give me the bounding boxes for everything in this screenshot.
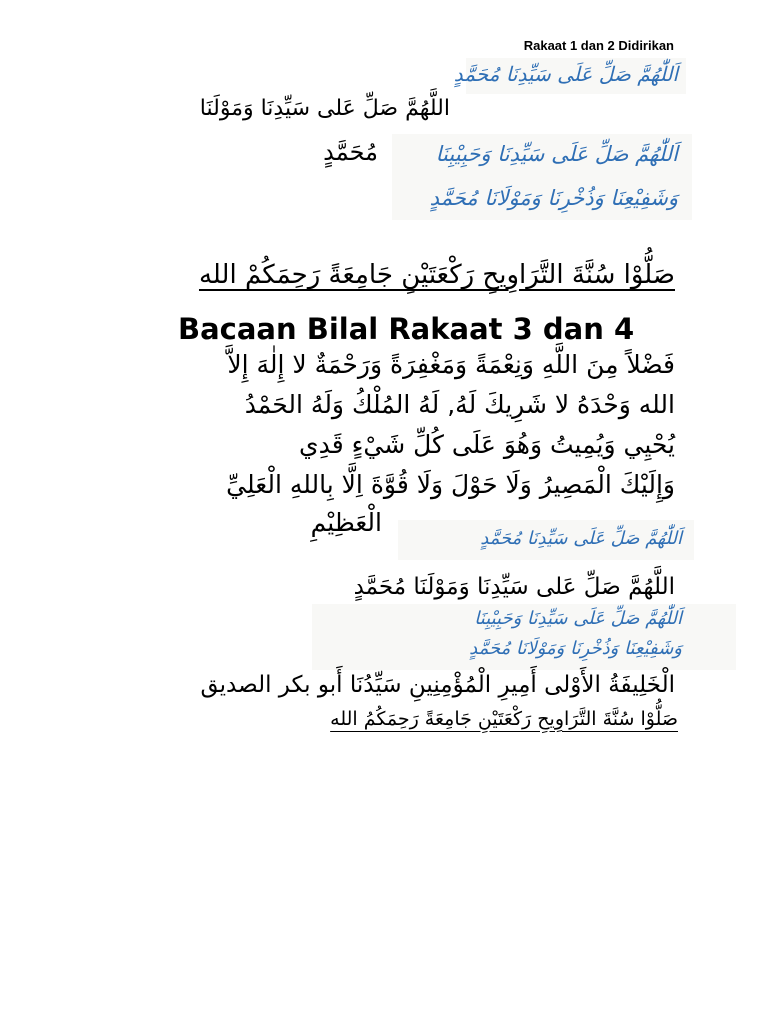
sholawat-line-1b: مُحَمَّدٍ: [323, 138, 378, 166]
calligraphy-image-3: [312, 604, 736, 670]
calligraphy-text: اَللّٰهُمَّ صَلِّ عَلَى سَيِّدِنَا وَحَبِيْبِنَا: [474, 608, 682, 629]
khalifah-line: الْخَلِيفَةُ الأَوْلى أَمِيرِ الْمُؤْمِنِينِ سَيِّدُنَا أَبو بكر الصديق: [200, 672, 675, 698]
bilal-text-line-4: وَإِلَيْكَ الْمَصِيرُ وَلَا حَوْلَ وَلَا قُوَّةَ اِلَّا بِاللهِ الْعَلِيِّ: [226, 470, 675, 499]
calligraphy-text: اَللّٰهُمَّ صَلِّ عَلَى سَيِّدِنَا مُحَمَّدٍ: [453, 62, 678, 86]
calligraphy-image-mid: [398, 520, 694, 560]
page-subtitle: Rakaat 1 dan 2 Didirikan: [523, 38, 674, 53]
taraweeh-call-2: صَلُّوْا سُنَّةَ التَّرَاوِيحِ رَكْعَتَيْنِ جَامِعَةً رَحِمَكُمُ الله: [330, 708, 678, 730]
calligraphy-text: وَشَفِيْعِنَا وَذُخْرِنَا وَمَوْلَانَا مُحَمَّدٍ: [429, 186, 678, 210]
calligraphy-image-2: [392, 134, 692, 220]
calligraphy-text: وَشَفِيْعِنَا وَذُخْرِنَا وَمَوْلَانَا مُحَمَّدٍ: [469, 638, 682, 659]
bilal-text-line-3: يُحْيِي وَيُمِيتُ وَهُوَ عَلَى كُلِّ شَيْءٍ قَدِي: [299, 430, 675, 459]
bilal-text-line-1: فَضْلاً مِنَ اللَّهِ وَنِعْمَةً وَمَغْفِرَةً وَرَحْمَةٌ لا إِلٰهَ إِلاَّ: [227, 350, 675, 379]
sholawat-line-2: اللَّهُمَّ صَلِّ عَلى سَيِّدِنَا وَمَوْلَنَا مُحَمَّدٍ: [353, 574, 675, 600]
bilal-text-line-5: الْعَظِيْمِ: [310, 508, 382, 537]
taraweeh-call-1: صَلُّوْا سُنَّةَ التَّرَاوِيحِ رَكْعَتَيْنِ جَامِعَةً رَحِمَكُمْ الله: [198, 260, 675, 290]
calligraphy-text: اَللّٰهُمَّ صَلِّ عَلَى سَيِّدِنَا مُحَمَّدٍ: [480, 528, 682, 549]
bilal-text-line-2: الله وَحْدَهُ لا شَرِيكَ لَهُ, لَهُ المُلْكُ وَلَهُ الحَمْدُ: [244, 390, 675, 419]
calligraphy-text: اَللّٰهُمَّ صَلِّ عَلَى سَيِّدِنَا وَحَبِيْبِنَا: [435, 142, 678, 166]
sholawat-line-1: اللَّهُمَّ صَلِّ عَلى سَيِّدِنَا وَمَوْلَنَا: [199, 96, 450, 121]
section-title: Bacaan Bilal Rakaat 3 dan 4: [178, 312, 635, 346]
calligraphy-image-top: [453, 58, 686, 94]
